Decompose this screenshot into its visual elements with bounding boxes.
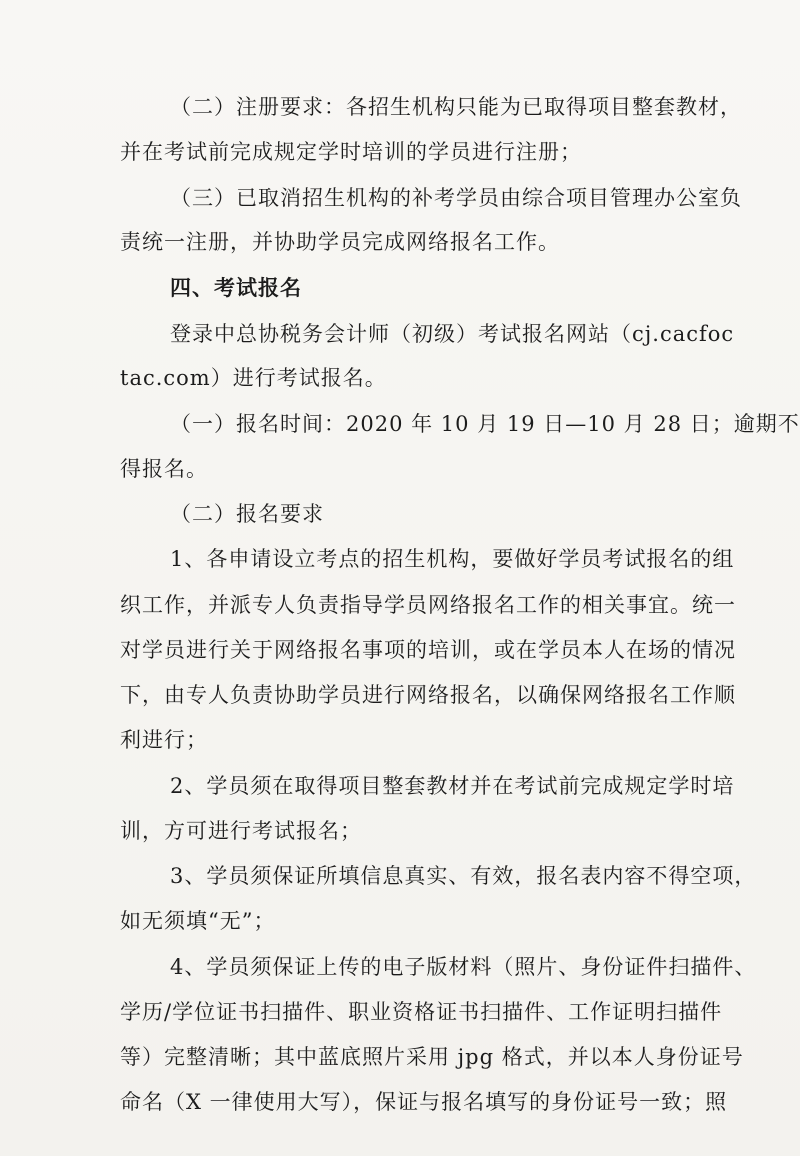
paragraph-line: 下，由专人负责协助学员进行网络报名，以确保网络报名工作顺 <box>120 683 736 707</box>
paragraph-line: 1、各申请设立考点的招生机构，要做好学员考试报名的组 <box>170 547 735 571</box>
paragraph-line: 对学员进行关于网络报名事项的培训，或在学员本人在场的情况 <box>120 638 736 662</box>
paragraph-line: 利进行； <box>120 728 208 752</box>
paragraph-line: （二）注册要求：各招生机构只能为已取得项目整套教材， <box>170 95 742 119</box>
paragraph-line: 如无须填“无”； <box>120 909 276 933</box>
paragraph-line: 并在考试前完成规定学时培训的学员进行注册； <box>120 140 582 164</box>
paragraph-line: 得报名。 <box>120 457 208 481</box>
paragraph-line: 4、学员须保证上传的电子版材料（照片、身份证件扫描件、 <box>170 955 757 979</box>
paragraph-line: tac.com）进行考试报名。 <box>120 366 387 390</box>
paragraph-line: 责统一注册，并协助学员完成网络报名工作。 <box>120 230 560 254</box>
paragraph-line: 2、学员须在取得项目整套教材并在考试前完成规定学时培 <box>170 774 735 798</box>
paragraph-line: 等）完整清晰；其中蓝底照片采用 jpg 格式，并以本人身份证号 <box>120 1045 744 1069</box>
paragraph-line: 织工作，并派专人负责指导学员网络报名工作的相关事宜。统一 <box>120 593 736 617</box>
section-heading: 四、考试报名 <box>170 275 302 300</box>
paragraph-line: 登录中总协税务会计师（初级）考试报名网站（cj.cacfoc <box>170 322 735 346</box>
paragraph-line: 命名（X 一律使用大写），保证与报名填写的身份证号一致；照 <box>120 1090 728 1114</box>
paragraph-line: （二）报名要求 <box>170 502 324 526</box>
paragraph-line: 训，方可进行考试报名； <box>120 819 362 843</box>
paragraph-line: （一）报名时间：2020 年 10 月 19 日—10 月 28 日；逾期不 <box>170 412 800 436</box>
paragraph-line: 学历/学位证书扫描件、职业资格证书扫描件、工作证明扫描件 <box>120 1000 723 1024</box>
paragraph-line: 3、学员须保证所填信息真实、有效，报名表内容不得空项， <box>170 864 757 888</box>
paragraph-line: （三）已取消招生机构的补考学员由综合项目管理办公室负 <box>170 186 742 210</box>
